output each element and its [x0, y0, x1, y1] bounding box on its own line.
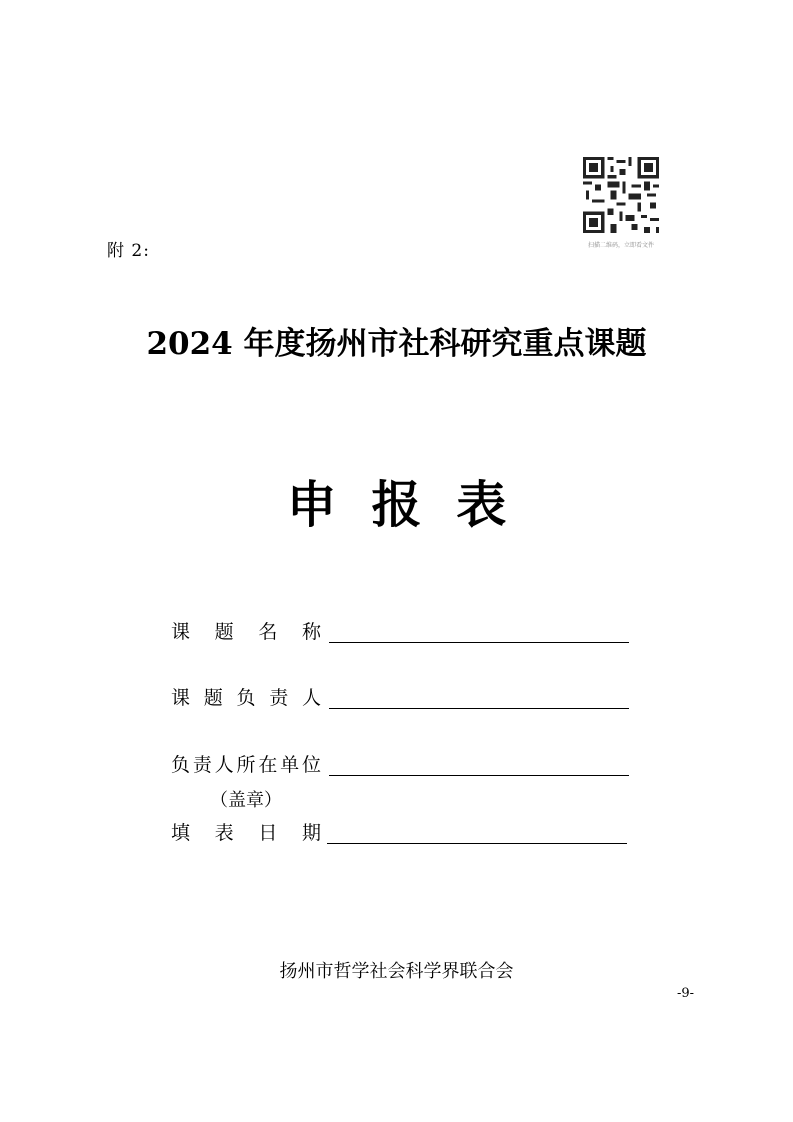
field-fill-date — [171, 818, 631, 848]
issuing-organization: 扬州市哲学社会科学界联合会 — [279, 961, 514, 982]
leader-unit-blank[interactable] — [329, 775, 629, 776]
fill-date-blank[interactable] — [327, 843, 627, 844]
document-title: 2024 年度扬州市社科研究重点课题 — [146, 326, 647, 362]
field-project-leader — [171, 683, 631, 713]
project-leader-blank[interactable] — [329, 708, 629, 709]
page-number: -9- — [677, 986, 695, 1001]
attachment-label: 附 2: — [107, 241, 150, 261]
field-project-name — [171, 617, 631, 647]
field-label: 填 表 日 期 — [171, 822, 321, 844]
field-label: 课 题 名 称 — [171, 621, 321, 643]
qr-code-icon — [583, 157, 659, 233]
form-subtitle: 申 报 表 — [286, 475, 507, 534]
qr-caption: 扫描二维码，立即看文件 — [587, 242, 654, 249]
field-leader-unit — [171, 750, 631, 780]
seal-note: （盖章） — [210, 790, 282, 811]
field-label: 课 题 负 责 人 — [171, 687, 321, 709]
project-name-blank[interactable] — [329, 642, 629, 643]
field-label: 负 责 人 所 在 单 位 — [171, 754, 321, 776]
